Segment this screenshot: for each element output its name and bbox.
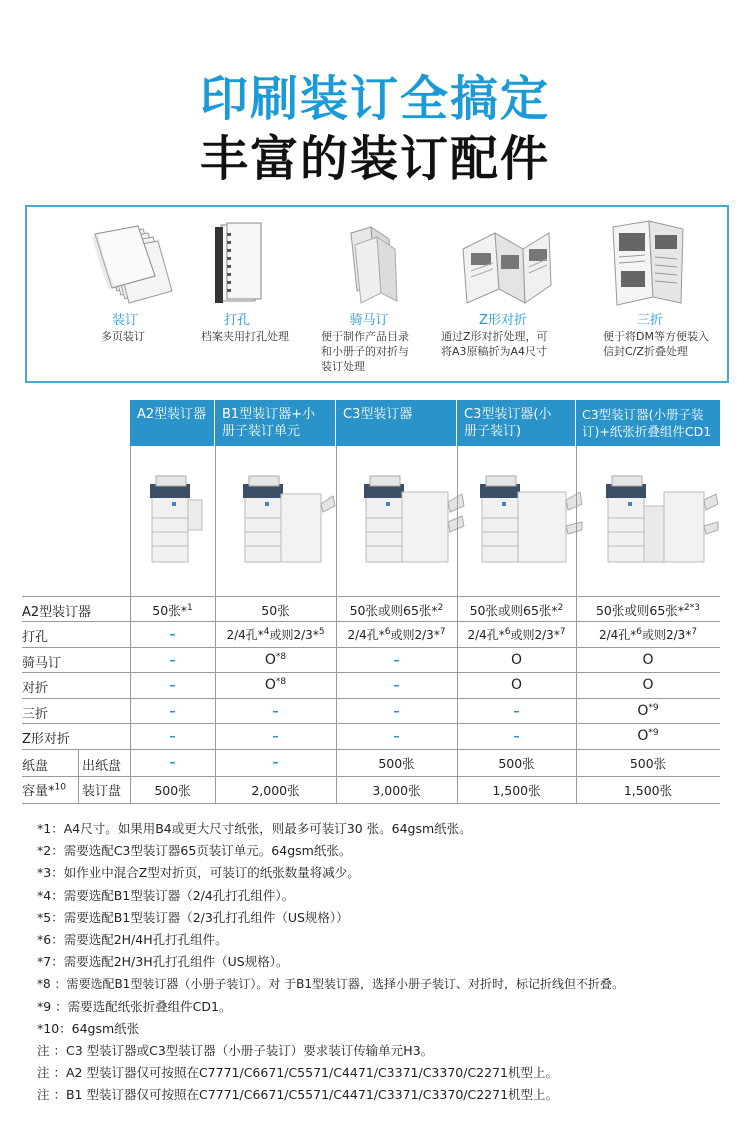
row-label: 装订盘 — [82, 784, 122, 799]
machine-c3 — [364, 476, 464, 562]
column-header: A2型装订器 — [130, 400, 214, 446]
footnote: *5：需要选配B1型装订器（2/3孔打孔组件（US规格）） — [37, 909, 349, 925]
table-cell: O — [642, 652, 654, 668]
footnote: *7：需要选配2H/3H孔打孔组件（US规格）。 — [37, 954, 289, 970]
column-header: C3型装订器(小册子装 订)+纸张折叠组件CD1 — [576, 400, 720, 446]
table-cell: 500张 — [154, 783, 191, 798]
row-label: 打孔 — [22, 630, 49, 645]
hole-punched-binder-icon — [177, 219, 297, 309]
table-cell: 2/4孔*$^6$或则2/3*$^7$ — [467, 627, 566, 642]
footnote: *4：需要选配B1型装订器（2/4孔打孔组件）。 — [37, 887, 295, 903]
finishing-features-panel — [25, 205, 729, 383]
machine-b1 — [243, 476, 335, 562]
finisher-comparison-table — [22, 400, 720, 804]
table-cell: 50张或则65张*$^2$ — [469, 602, 564, 618]
feature-desc: 便于将DM等方便装入 信封C/Z折叠处理 — [603, 330, 709, 358]
table-cell: O — [510, 677, 523, 693]
machine-c3-booklet-cd1 — [606, 476, 718, 562]
table-cell: 1,500张 — [623, 783, 673, 798]
footnote: 注 ：C3 型装订器或C3型装订器（小册子装订）要求装订传输单元H3。 — [37, 1043, 434, 1059]
finisher-machines-images — [130, 446, 720, 596]
footnotes — [37, 818, 727, 1107]
row-label: 骑马订 — [22, 656, 62, 671]
feature-name: 骑马订 — [349, 313, 389, 328]
group-label-tray: 纸盘 — [22, 759, 49, 774]
footnote: *1：A4尺寸。如果用B4或更大尺寸纸张，则最多可装订30 张。64gsm纸张。 — [37, 821, 472, 836]
table-cell: – — [513, 728, 520, 743]
footnote: 注 ：A2 型装订器仅可按照在C7771/C6671/C5571/C4471/C3371/C3370/C2271机型上。 — [37, 1065, 558, 1081]
table-cell: – — [393, 703, 400, 718]
machine-a2 — [150, 476, 202, 562]
column-header: C3型装订器(小 册子装订) — [457, 400, 575, 446]
table-cell: – — [169, 626, 176, 641]
table-cell: – — [169, 728, 176, 743]
table-cell: 50张或则65张*$^{2*3}$ — [595, 602, 700, 618]
table-cell: – — [169, 677, 176, 692]
table-cell: – — [393, 677, 400, 692]
table-cell: – — [513, 703, 520, 718]
table-cell: – — [169, 703, 176, 718]
saddle-stitch-booklet-icon — [309, 219, 429, 309]
footnote: *10：64gsm纸张 — [37, 1020, 140, 1036]
table-cell: $O^{*8}$ — [264, 652, 287, 669]
footnote: *3：如作业中混合Z型对折页，可装订的纸张数量将减少。 — [37, 865, 360, 881]
table-cell: 500张 — [629, 756, 667, 771]
headline-primary: 印刷装订全搞定 — [199, 71, 550, 127]
table-cell: 3,000张 — [372, 783, 421, 798]
feature-desc: 通过Z形对折处理，可 将A3原稿折为A4尺寸 — [441, 330, 548, 358]
table-cell: – — [393, 652, 400, 667]
z-fold-paper-icon — [433, 219, 573, 309]
feature-name: 装订 — [111, 313, 138, 328]
table-cell: $O^{*9}$ — [637, 703, 659, 720]
group-label-capacity: 容量*$^{10}$ — [22, 782, 66, 799]
footnote: *6：需要选配2H/4H孔打孔组件。 — [37, 932, 228, 948]
footnote: *9 ：需要选配纸张折叠组件CD1。 — [37, 998, 232, 1014]
table-cell: – — [169, 754, 176, 769]
table-cell: O — [510, 652, 523, 668]
feature-name: Z形对折 — [479, 313, 527, 328]
feature-name: 打孔 — [223, 313, 250, 328]
table-corner-cell — [22, 400, 130, 446]
feature-z-fold — [433, 207, 573, 383]
table-cell: 500张 — [498, 756, 535, 771]
table-cell: – — [272, 754, 279, 769]
feature-tri-fold — [575, 207, 725, 383]
row-label: A2型装订器 — [22, 605, 92, 620]
table-cell: 50张*$^1$ — [152, 602, 193, 618]
row-label: 对折 — [22, 681, 49, 696]
footnote: 注 ：B1 型装订器仅可按照在C7771/C6671/C5571/C4471/C3371/C3370/C2271机型上。 — [37, 1087, 559, 1103]
table-cell: 2/4孔*$^6$或则2/3*$^7$ — [598, 627, 698, 642]
footnote: *8 ：需要选配B1型装订器（小册子装订）。对 于B1型装订器，选择小册子装订、对折时，标记折线但不折叠。 — [37, 977, 625, 992]
machine-c3-booklet — [480, 476, 582, 562]
column-header: B1型装订器+小 册子装订单元 — [215, 400, 335, 446]
table-cell: 2/4孔*$^6$或则2/3*$^7$ — [347, 627, 446, 642]
table-cell: – — [393, 728, 400, 743]
column-header: C3型装订器 — [336, 400, 456, 446]
footnote: *2：需要选配C3型装订器65页装订单元。64gsm纸张。 — [37, 843, 352, 859]
table-cell: 2,000张 — [251, 783, 300, 798]
row-label: 出纸盘 — [82, 759, 122, 774]
feature-desc: 便于制作产品目录 和小册子的对折与 装订处理 — [321, 330, 409, 373]
table-cell: 2/4孔*$^4$或则2/3*$^5$ — [226, 627, 325, 642]
feature-desc: 档案夹用打孔处理 — [201, 330, 289, 343]
table-cell: $O^{*9}$ — [637, 728, 659, 745]
table-cell: 50张或则65张*$^2$ — [349, 602, 444, 618]
table-cell: – — [272, 728, 279, 743]
feature-staple — [65, 207, 185, 383]
table-cell: 1,500张 — [492, 783, 541, 798]
headline-secondary: 丰富的装订配件 — [199, 131, 550, 187]
table-cell: O — [642, 677, 654, 693]
table-cell: – — [272, 703, 279, 718]
feature-punch — [177, 207, 297, 383]
stapled-stack-icon — [65, 219, 185, 309]
table-cell: 50张 — [261, 603, 290, 618]
row-label: 三折 — [22, 707, 49, 722]
tri-fold-brochure-icon — [575, 219, 725, 309]
row-label: Z形对折 — [22, 732, 70, 747]
feature-name: 三折 — [636, 313, 663, 328]
table-cell: 500张 — [378, 756, 415, 771]
table-cell: – — [169, 652, 176, 667]
feature-desc: 多页装订 — [101, 330, 145, 343]
table-cell: $O^{*8}$ — [264, 677, 287, 694]
feature-saddle-stitch — [309, 207, 429, 383]
